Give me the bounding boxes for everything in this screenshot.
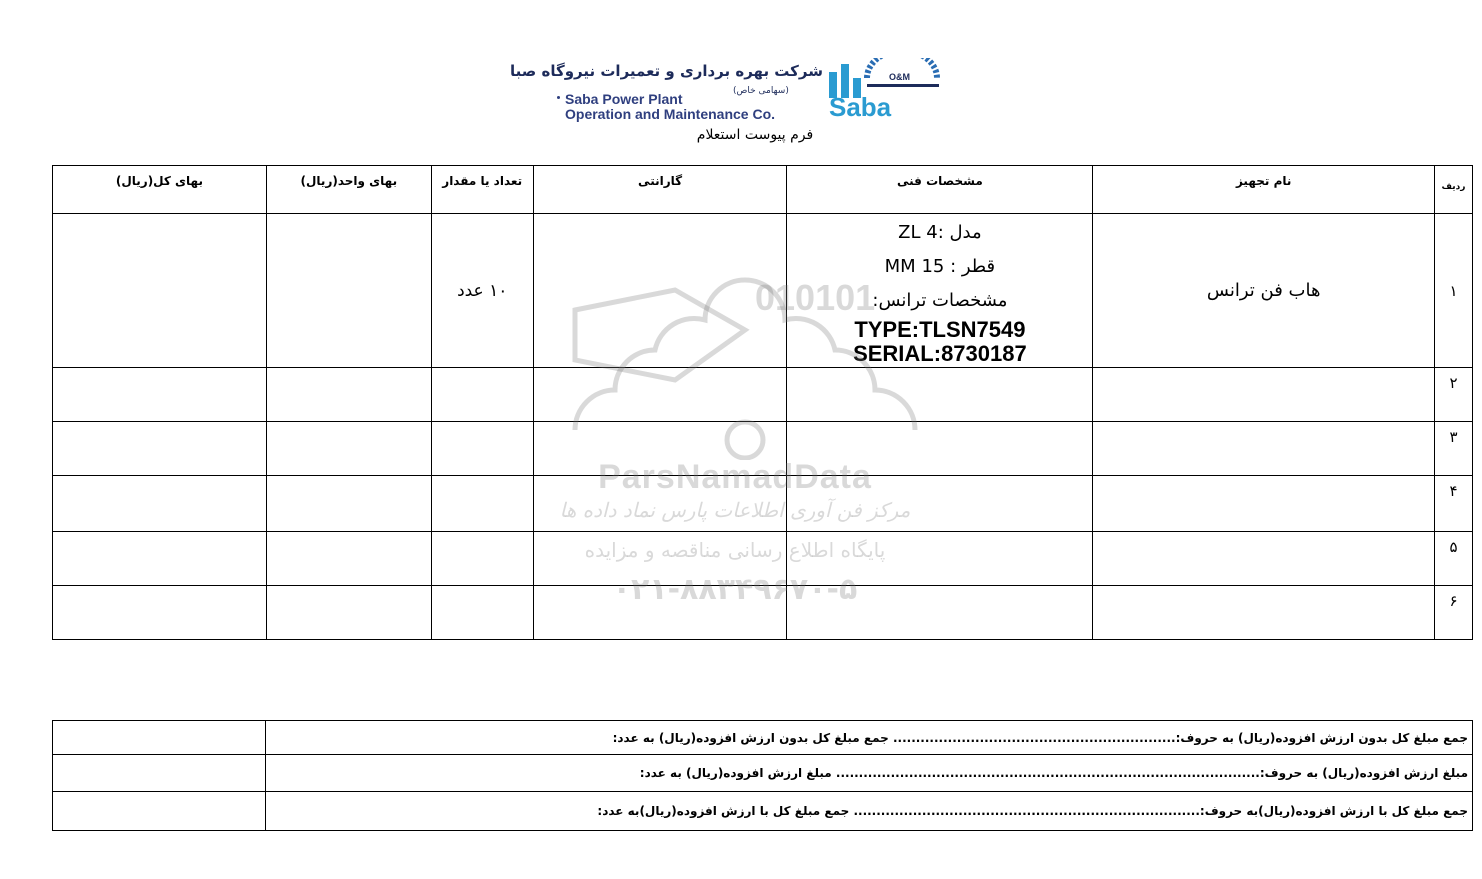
warranty-cell (533, 532, 787, 586)
unit-price-cell (266, 422, 431, 476)
summary-row (53, 721, 1473, 755)
total-price-cell (53, 532, 267, 586)
spec-model: مدل :ZL 4 (898, 222, 982, 243)
unit-price-cell (266, 586, 431, 640)
header-total-price: بهای کل(ریال) (53, 166, 267, 214)
equipment-name (1093, 422, 1435, 476)
spec-diameter: قطر : 15 MM (884, 256, 996, 277)
header-unit-price: بهای واحد(ریال) (266, 166, 431, 214)
equipment-name (1093, 586, 1435, 640)
header-warranty: گارانتی (533, 166, 787, 214)
unit-price-cell (266, 532, 431, 586)
summary-row (53, 792, 1473, 831)
quantity-cell (431, 532, 533, 586)
quantity-cell (431, 476, 533, 532)
header-specs: مشخصات فنی (787, 166, 1093, 214)
spec-cell (787, 214, 1093, 368)
header-quantity: تعداد یا مقدار (431, 166, 533, 214)
summary-value-cell (53, 755, 266, 792)
total-price-cell (53, 586, 267, 640)
header-equipment: نام تجهیز (1093, 166, 1435, 214)
summary-total-without-vat: جمع مبلغ کل بدون ارزش افزوده(ریال) به حروف:.............................................................. جمع مبلغ کل بدون ارزش افزوده(ریال) به عدد: (265, 721, 1472, 755)
total-price-cell (53, 368, 267, 422)
warranty-cell (533, 586, 787, 640)
company-logo (510, 58, 945, 128)
unit-price-cell (266, 476, 431, 532)
form-title: فرم پیوست استعلام (696, 127, 814, 143)
summary-table (52, 720, 1473, 831)
row-number: ۶ (1435, 586, 1473, 640)
summary-vat: مبلغ ارزش افزوده(ریال) به حروف:............................................................................................. مبلغ ارزش افزوده(ریال) به عدد: (265, 755, 1472, 792)
equipment-name (1093, 368, 1435, 422)
company-name-fa: شرکت بهره برداری و تعمیرات نیروگاه صبا (510, 62, 823, 80)
company-type-fa: (سهامی خاص) (733, 86, 789, 96)
summary-value-cell (53, 792, 266, 831)
company-name-en-line2: Operation and Maintenance Co. (565, 106, 776, 122)
spec-type: TYPE:TLSN7549 (854, 317, 1026, 342)
equipment-name (1093, 532, 1435, 586)
equipment-name (1093, 476, 1435, 532)
spec-cell (787, 476, 1093, 532)
table-row (53, 368, 1473, 422)
spec-cell (787, 586, 1093, 640)
unit-price-cell (266, 368, 431, 422)
svg-text:010101: 010101 (755, 277, 876, 318)
spec-serial: SERIAL:8730187 (853, 341, 1027, 366)
table-row (53, 586, 1473, 640)
svg-text:O&M: O&M (889, 72, 910, 82)
warranty-cell (533, 214, 787, 368)
watermark-line1: مرکز فن آوری اطلاعات پارس نماد داده ها (559, 498, 911, 522)
spec-cell (787, 532, 1093, 586)
total-price-cell (53, 422, 267, 476)
company-name-en (565, 92, 775, 122)
table-header-row (53, 166, 1473, 214)
table-row (53, 214, 1473, 368)
watermark-brand: ParsNamadData (598, 458, 872, 496)
equipment-name: هاب فن ترانس (1093, 214, 1435, 368)
header-row-number: ردیف (1435, 166, 1473, 214)
unit-price-cell (266, 214, 431, 368)
row-number: ۳ (1435, 422, 1473, 476)
summary-value-cell (53, 721, 266, 755)
table-row (53, 476, 1473, 532)
row-number: ۵ (1435, 532, 1473, 586)
company-name-en-line1: Saba Power Plant (565, 91, 683, 107)
summary-row (53, 755, 1473, 792)
total-price-cell (53, 476, 267, 532)
summary-total-with-vat: جمع مبلغ کل با ارزش افزوده(ریال)به حروف:............................................................................ جمع مبلغ کل با ارزش افزوده(ریال)به عدد: (265, 792, 1472, 831)
table-row (53, 532, 1473, 586)
bullet-dot (557, 96, 560, 99)
spec-cell (787, 422, 1093, 476)
quantity-cell (431, 422, 533, 476)
quantity-cell (431, 586, 533, 640)
warranty-cell (533, 422, 787, 476)
watermark-line2: پایگاه اطلاع رسانی مناقصه و مزایده (584, 538, 886, 562)
inquiry-table (52, 165, 1473, 640)
warranty-cell (533, 368, 787, 422)
warranty-cell (533, 476, 787, 532)
watermark-phone: ۰۲۱-۸۸۳۴۹۶۷۰-۵ (612, 572, 858, 607)
saba-logo-icon (827, 58, 945, 124)
quantity-cell: ۱۰ عدد (431, 214, 533, 368)
spec-cell (787, 368, 1093, 422)
total-price-cell (53, 214, 267, 368)
row-number: ۴ (1435, 476, 1473, 532)
quantity-cell (431, 368, 533, 422)
spec-transformer: مشخصات ترانس: (872, 290, 1008, 311)
svg-text:Saba: Saba (829, 92, 892, 122)
row-number: ۱ (1435, 214, 1473, 368)
table-row (53, 422, 1473, 476)
row-number: ۲ (1435, 368, 1473, 422)
